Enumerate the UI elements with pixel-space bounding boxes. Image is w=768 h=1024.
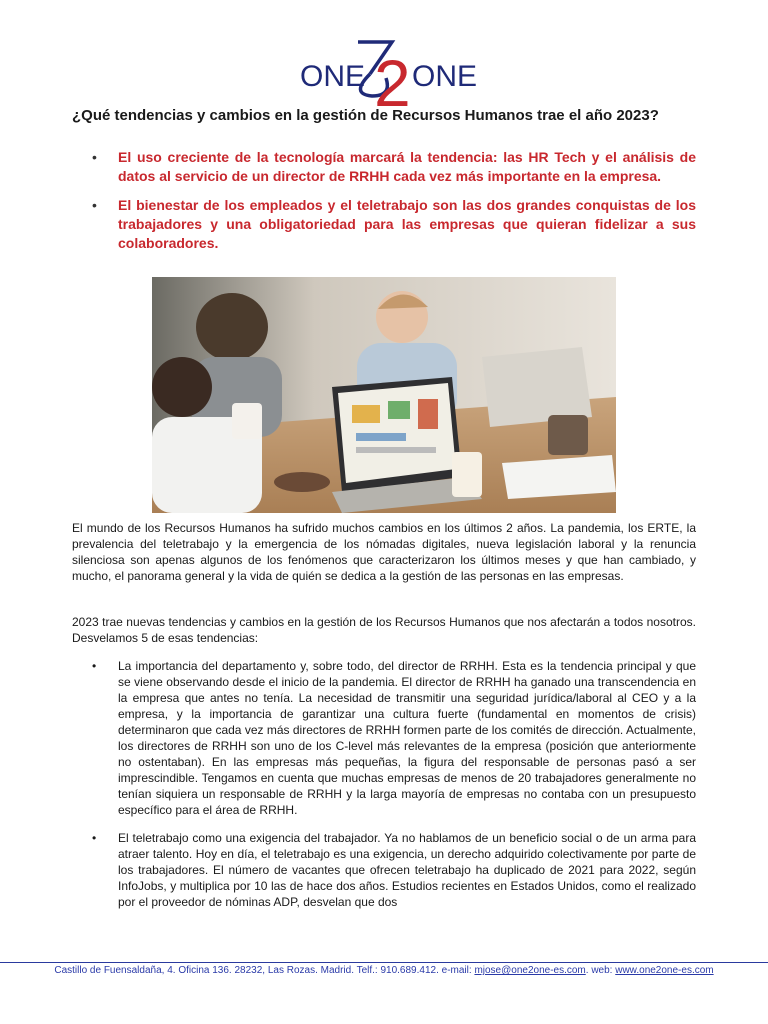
footer-email-link[interactable]: mjose@one2one-es.com xyxy=(474,965,586,976)
trend-item xyxy=(92,830,696,910)
trend-item xyxy=(92,658,696,818)
highlight-list xyxy=(92,148,696,263)
highlight-item xyxy=(92,148,696,186)
page-footer xyxy=(0,964,768,977)
trend-text: El teletrabajo como una exigencia del trabajador. Ya no hablamos de un beneficio social o de un arma para atraer talento. Hoy en día, el teletrabajo es una exigencia, un derecho adquirido colectivamente por parte de los trabajadores. El número de vacantes que ofrecen teletrabajo ha duplicado de 2021 para 2022, según InfoJobs, y multiplica por 10 las de hace dos años. Estudios recientes en Estados Unidos, como el realizado por el proveedor de nóminas ADP, desvelan que dos xyxy=(118,831,696,909)
footer-address: Castillo de Fuensaldaña, 4. Oficina 136. 28232, Las Rozas. Madrid. Telf.: 910.689.412. e-mail: xyxy=(54,965,475,976)
one2one-logo xyxy=(300,34,500,110)
highlight-item xyxy=(92,196,696,253)
highlight-text: El bienestar de los empleados y el teletrabajo son las dos grandes conquistas de los trabajadores y una obligatoriedad para las empresas que quieran fidelizar a sus colaboradores. xyxy=(118,197,696,251)
footer-divider xyxy=(0,962,768,963)
logo-text-right: ONE xyxy=(412,60,478,93)
footer-web-link[interactable]: www.one2one-es.com xyxy=(615,965,714,976)
office-meeting-photo xyxy=(152,277,616,513)
logo-text-left: ONE xyxy=(300,60,366,93)
trends-intro-paragraph: 2023 trae nuevas tendencias y cambios en la gestión de los Recursos Humanos que nos afectarán a todos nosotros. Desvelamos 5 de esas tendencias: xyxy=(72,615,696,645)
bullet-icon: • xyxy=(92,197,97,213)
bullet-icon: • xyxy=(92,149,97,165)
trend-list xyxy=(92,658,696,922)
logo-mark: 2 xyxy=(374,46,411,110)
page-title: ¿Qué tendencias y cambios en la gestión de Recursos Humanos trae el año 2023? xyxy=(72,107,659,124)
highlight-text: El uso creciente de la tecnología marcará la tendencia: las HR Tech y el análisis de datos al servicio de un director de RRHH cada vez más importante en la empresa. xyxy=(118,149,696,184)
bullet-icon: • xyxy=(92,659,97,673)
trend-text: La importancia del departamento y, sobre todo, del director de RRHH. Esta es la tendencia principal y que se viene observando desde el inicio de la pandemia. El director de RRHH ha ganado una transcendencia en la empresa que antes no tenía. La necesidad de transmitir una seguridad jurídica/laboral al CEO y a la empresa, y la importancia de garantizar una cultura fuerte (fundamental en momentos de crisis) determinaron que cada vez más directores de RRHH formen parte de los comités de dirección. Actualmente, los directores de RRHH son uno de los C-level más relevantes de la empresa (posición que anteriormente no ostentaban). En las empresas más pequeñas, la figura del responsable de personas pasó a ser imprescindible. Tengamos en cuenta que muchas empresas de menos de 20 trabajadores generalmente no tenían siquiera un responsable de RRHH y la larga mayoría de empresas no contaba con un presupuesto específico para el área de RRHH. xyxy=(118,659,696,817)
bullet-icon: • xyxy=(92,831,97,845)
intro-paragraph: El mundo de los Recursos Humanos ha sufrido muchos cambios en los últimos 2 años. La pandemia, los ERTE, la prevalencia del teletrabajo y la emergencia de los nómadas digitales, nueva legislación laboral y la renuncia silenciosa son apenas algunos de los fenómenos que caracterizaron los últimos meses y que han cambiado, y mucho, el panorama general y la vida de quién se dedica a la gestión de las personas en las empresas. xyxy=(72,521,696,583)
footer-web-prefix: . web: xyxy=(585,965,616,976)
